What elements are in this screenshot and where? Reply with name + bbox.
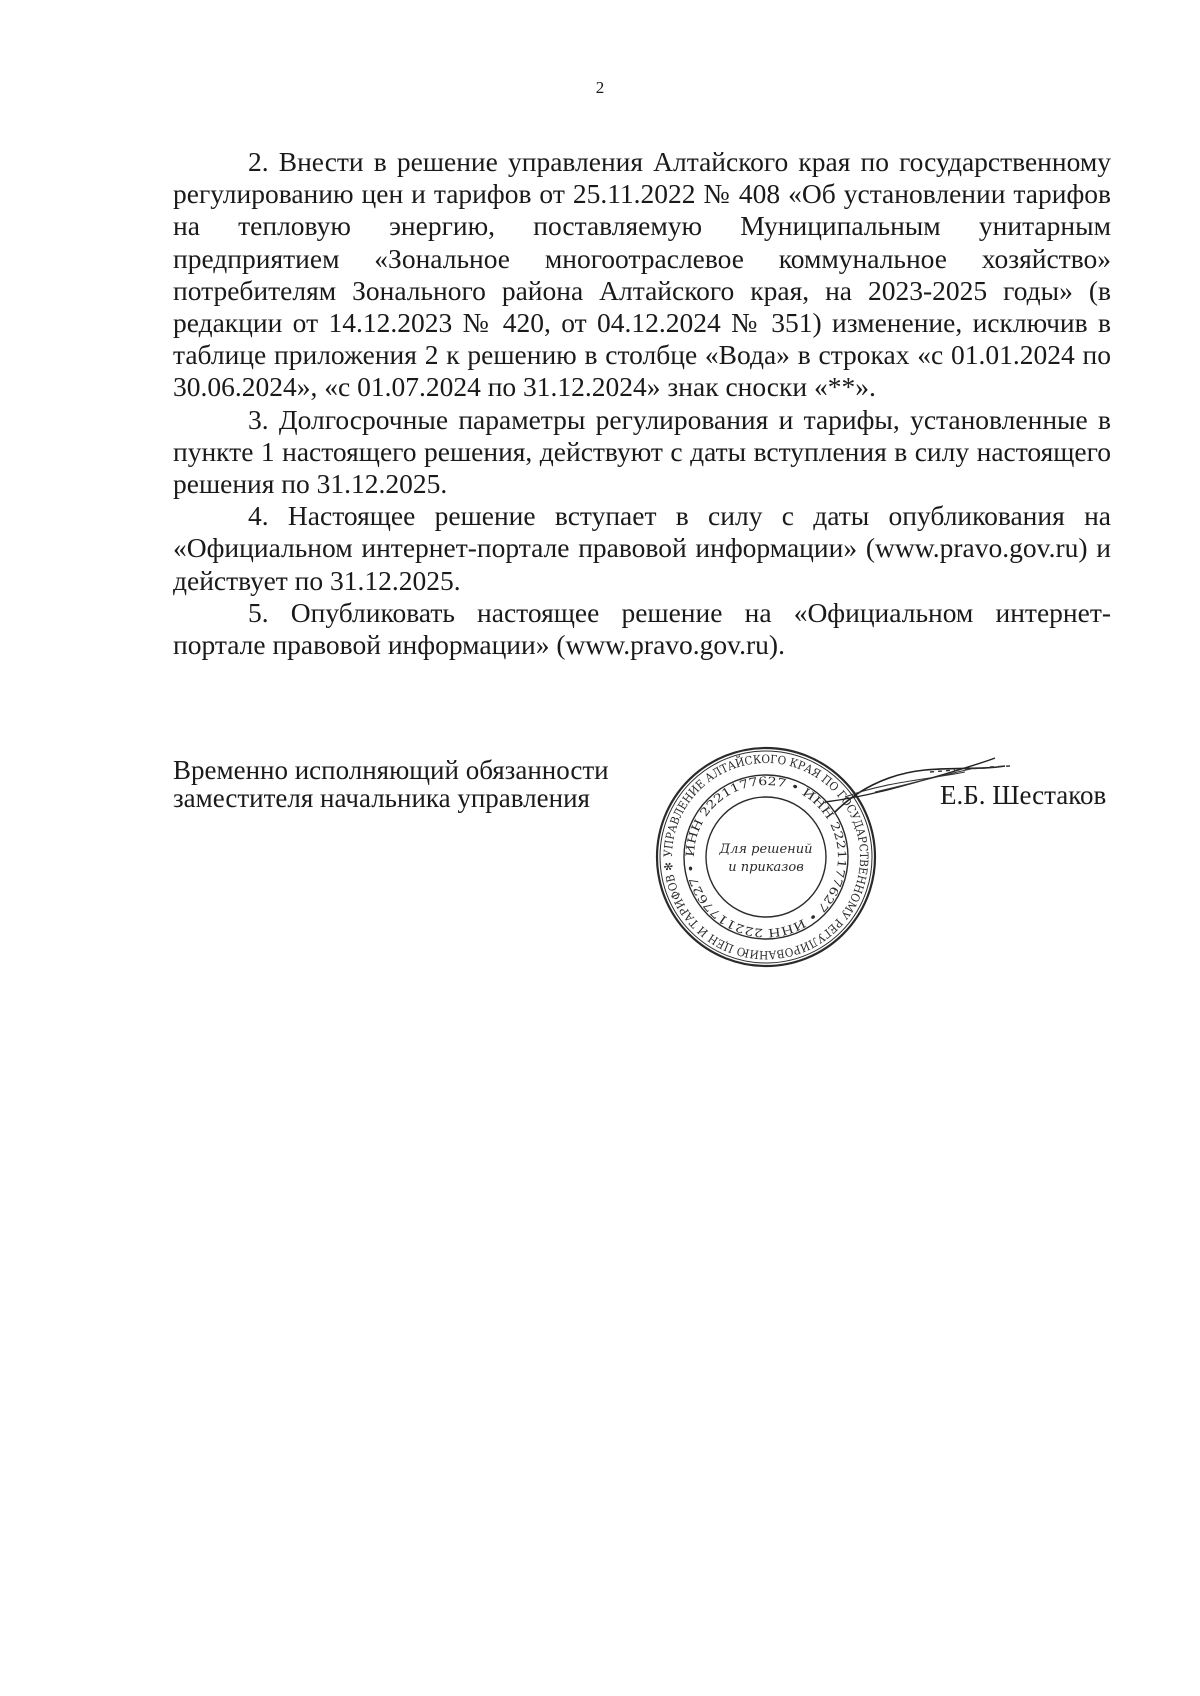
paragraph-2: 2. Внести в решение управления Алтайского края по государственному регулированию цен и тарифов от 25.11.2022 № 408 «Об установлении тарифов на тепловую энергию, поставляемую Муниципальным унитарным предприятием «Зональное многоотраслевое коммунальное хозяйство» потребителям Зонального района Алтайского края, на 2023-2025 годы» (в редакции от 14.12.2023 № 420, от 04.12.2024 № 351) изменение, исключив в таблице приложения 2 к решению в столбце «Вода» в строках «с 01.01.2024 по 30.06.2024», «с 01.07.2024 по 31.12.2024» знак сноски «**». [173, 146, 1111, 403]
seal-center-line-1: Для решений [719, 842, 813, 857]
signatory-title [173, 756, 609, 812]
page-number: 2 [595, 78, 605, 97]
seal-outer-ring-text: УПРАВЛЕНИЕ АЛТАЙСКОГО КРАЯ ПО ГОСУДАРСТВЕННОМУ РЕГУЛИРОВАНИЮ ЦЕН И ТАРИФОВ ✻ [660, 751, 872, 963]
signatory-title-line-2: заместителя начальника управления [173, 783, 590, 813]
paragraph-5: 5. Опубликовать настоящее решение на «Официальном интернет-портале правовой информации» (www.pravo.gov.ru). [173, 596, 1111, 661]
paragraph-4: 4. Настоящее решение вступает в силу с даты опубликования на «Официальном интернет-портале правовой информации» (www.pravo.gov.ru) и действует по 31.12.2025. [173, 500, 1111, 596]
signatory-name: Е.Б. Шестаков [940, 780, 1107, 810]
paragraph-3: 3. Долгосрочные параметры регулирования и тарифы, установленные в пункте 1 настоящего решения, действуют с даты вступления в силу настоящего решения по 31.12.2025. [173, 403, 1111, 500]
document-body [173, 146, 1111, 661]
seal-center-line-2: и приказов [728, 860, 804, 875]
signatory-title-line-1: Временно исполняющий обязанности [173, 755, 609, 785]
seal-inner-ring-text: ИНН 2221177627 • ИНН 2221177627 • ИНН 2221177627 • [682, 773, 850, 941]
